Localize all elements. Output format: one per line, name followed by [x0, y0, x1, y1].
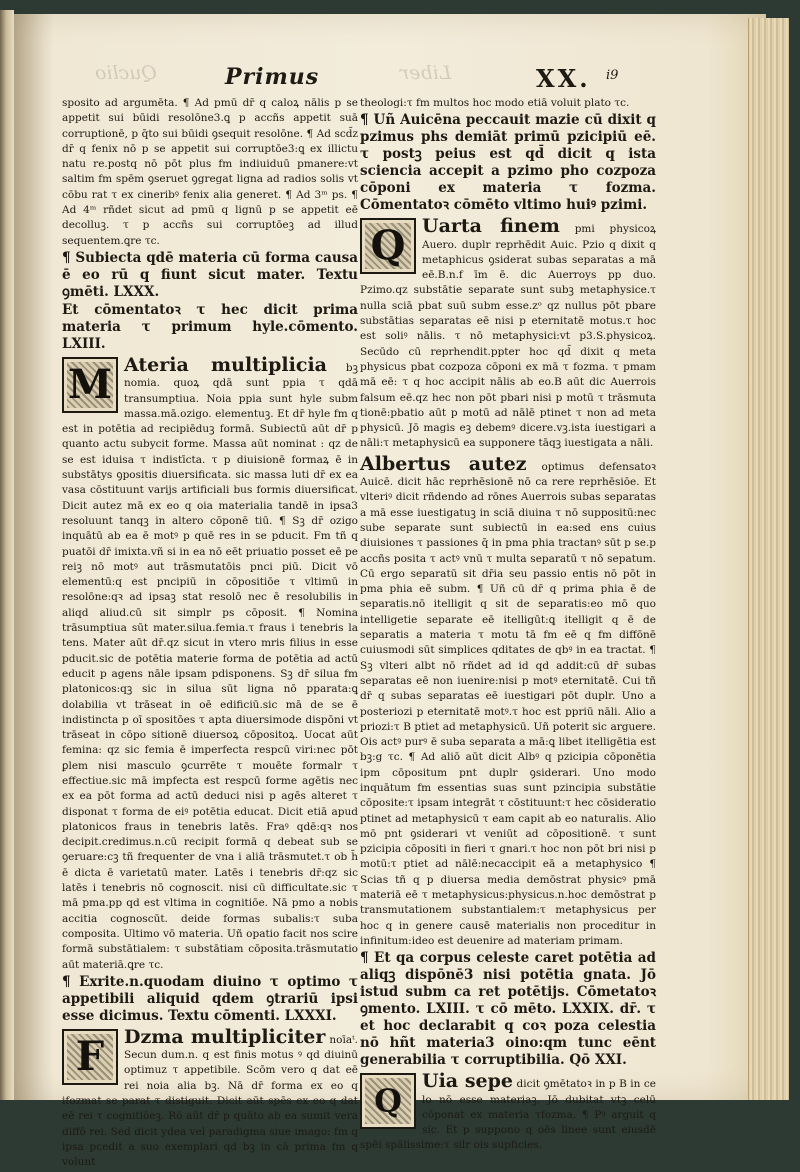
- lede-tail: bꝫ nomia. quoꝝ qdā: [124, 361, 358, 390]
- woodcut-initial-m: M: [62, 357, 118, 413]
- paragraph: Pzio q dixit q metaphicus ꝯsiderat subas separatas a mā eē.B.n.f īm ē. dic Auerroys pp duo. Pzimo.qz substātie separate sunt subꝫ metaphysice.τ nulla sciā pbat suū subm esse.zᵒ qz nullus pōt pbare substātias separatas eē nisi p eternitatē motus.τ hoc est soliꝰ nālis. τ nō metaphysici:vt p3.S.physicoꝝ. Secūdo cū reprhendit.ppter hoc qd̄ dixit q meta physicus pbat cozpoza cōponi ex mā τ fozma. τ pmam mā eē: τ q hoc accipit nālis ab eo.B aūt dic Auerrois falsum eē.qz hec non pōt pbari nisi p motū τ trāsmuta tionē:pbatio aūt p motū ad nālē ptinet τ non ad meta physicū. Jō magis eꝫ debemꝰ dicere.vꝫ.ista iuestigari a nāli:τ metaphysicū ea supponere tāqꝫ iuestigata a nāli.: [360, 238, 656, 450]
- woodcut-initial-f: F: [62, 1029, 118, 1085]
- gutter-shadow: [14, 14, 54, 1100]
- lede-phrase: Uia sepe: [422, 1070, 514, 1093]
- lede-phrase: Uarta finem: [422, 215, 560, 238]
- paragraph: theologi:τ fm multos hoc modo etiā voluit plato τc.: [360, 97, 630, 109]
- section-heading: ¶ Subiecta qdē materia cū forma causa ē eo rū q fiunt sicut mater. Textu ꝯmēti. LXXX.: [62, 249, 358, 300]
- lede-tail: dicit ꝯmētatoꝛ in p B in ce lo nō esse materiaꝫ. Jō dubitat vtꝫ celū cōponat ex materia τfozma.: [422, 1078, 657, 1121]
- lede-phrase: Dzma multipliciter: [124, 1025, 326, 1048]
- section-heading: ¶ Exrite.n.quodam diuino τ optimo τ appetibili aliquid qdem ꝯtrariū ipsi esse dicimus. Textu cōmenti. LXXXI.: [62, 973, 358, 1024]
- lede-tail: pmi physicoꝝ Auero. duplr reprhēdit Auic.: [422, 223, 656, 251]
- lede-phrase: Ateria multiplicia: [124, 353, 327, 376]
- section-heading: Et cōmentatoꝛ τ hec dicit prima materia τ primum hyle.cōmento. LXIII.: [62, 301, 358, 352]
- signature-mark: i9: [606, 68, 619, 83]
- section-heading: ¶ Uñ Auicēna peccauit mazie cū dixit q pzimus phs demiāt primū pzicipiū eē. τ postꝫ peius est qd̄ dicit q ista sciencia accepit a pzimo pho cozpoza cōponi ex materia τ fozma. Cōmentatoꝛ cōmēto vltimo huiꝰ pzimi.: [360, 112, 656, 214]
- paragraph: sunt ppia τ qdā transumptiua. Noia ppia sunt hyle subm massa.mā.ozigo. elementuꝫ. Et dr̄ hyle fm q est in potētia ad recipiēduꝫ formā. Subiectū aūt dr̄ p quanto actu subycit forme. Massa aūt nominat : qz de se est iduisa τ indistīcta. τ p diuisionē formaꝝ ē in substātys ꝯpositis diuersificata. sic massa luti dr̄ ex ea vasa cōstituunt varijs artificiali bus formis diuersificat. Dicit autez mā ex eo q oia materialia tandē in ipsa3 resoluunt tanqꝫ in altero cōponē tiū. ¶ Sꝫ dr̄ ozigo inquātū ab ea ē motꝰ p quē res in se pducit. Fm tñ q puatōi dr̄ imixta.vñ si in ea nō eēt priuatio posset eē pe reiꝫ nō motꝰ aut trāsmutatōis pnci piū. Dicit vō elementū:q est pncipiū in cōpositiōe τ vltimū in resolōne:qꝛ ad ipsaꝫ stat resolō nec ē resolubilis in aliqd aliud.cū sit simplr ps cōposit. ¶ Nomina trāsumptiua sūt mater.silua.femia.τ fraus i tenebris la tens. Mater aūt dr̄.qz sicut in vtero mris filius in esse pducit.sic de potētia materie forma de potētia ad actū educit p agens nāle ipsam pdisponens. Sꝫ dr̄ silua fm platonicos:qꝫ sic in silua sūt ligna nō pparata:ꝗ dolabilia vt trāseat in oē edificiū.sic mā de se ē indistincta p oī spositōes τ apta diuersimode dispōni vt trāseat in cōpo sitionē diuersoꝝ cōpositoꝝ. Uocat aūt femina: qz sic femia ē imperfecta respcū viri:nec pōt ꝑlem nisi masculo ꝯcurrēte τ mouēte formalr τ effectiue.sic mā impfecta est respcū forme agētis nec ex ea pōt forma ad actū deduci nisi p agēs alteret τ disponat τ forma de eiꝰ potētia educat. Dicit etiā apud platonicos fraus in tenebris latēs. Fraꝰ qdē:qꝛ nos decipit.credimus.n.cū recipit formā q debeat sub se ꝯeruare:cꝫ tñ frequenter de vna i aliā trāsmutet.τ ob h̄ ē dicta ē varietatū mater. Latēs i tenebris dr̄:qz sic latēs i tenebris nō cognoscit. nisi cū difficultate.sic τ mā pma.pp qd est vltima in cognitiōe. Nā pmo a nobis accitia cognoscūt. deide formas subalis:τ suba composita. Ultimo vō materia. Uñ opatio facit nos scire formā substātialem: τ substātiam cōposita.trāsmutatio aūt materiā.ꝗre τc.: [62, 377, 358, 971]
- section-heading: ¶ Et qa corpus celeste caret potētia ad aliqꝫ dispōnē3 nisi potētia gnata. Jō istud subm ca ret potētijs. Cōmetatoꝛ ꝯmento. LXIII. τ cō mēto. LXXIX. dr̄. τ et hoc declarabit q coꝛ poza celestia nō hñt materia3 oino:qm tunc eēnt generabilia τ corruptibilia. Qō XXI.: [360, 950, 656, 1069]
- show-through-text-right: Liber: [400, 62, 452, 84]
- right-column: [360, 96, 656, 1155]
- woodcut-initial-q-rose: Q: [360, 1073, 416, 1129]
- paragraph: rere reprhēsiōe. Et vlteriꝰ dicit rñdendo ad rōnes Auerrois subas separatas a mā esse iuestigatuꝫ in sciā diuina τ nō suppositū:nec sube separate sunt subiectū in ea:sed ens cuius diuisiones τ passiones q̄ in pma phia tractanꝰ sūt p se.p accñs posita τ actꝰ vnū τ multa separatū τ nō sepatum. Cū ergo separatū sit dr̄ia seu passio entis nō pōt in pma phia eē subm. ¶ Uñ cū dr̄ q prima phia ē de separatis.nō itelligit q sit de separatis:eo mō quo intelligetie separate eē itelligūt:ꝗ itelligit q ē de separatis a materia τ motu tā fm eē q fm diffōnē cuiusmodi sūt simplices qditates de qbꝰ in ea tractat. ¶ Sꝫ vlteri albt nō rñdet ad id qd addit:cū dr̄ subas separatas eē non iuenire:nisi p motꝰ eternitatē. Cui tñ dr̄ q subas separatas eē iuestigari pōt duplr. Uno a posteriozi p eternitatē motꝰ.τ hoc est ppriū nāli. Alio a priozi:τ B ptiet ad metaphysicū. Uñ poterit sic arguere. Ois actꝰ purꝰ ē suba separata a mā:ꝗ libet itelligētia est bꝫ:g τc. ¶ Ad aliō aūt dicit Albꝰ q pzicipia cōponētia ipm cōpositum pnt duplr ꝯsiderari. Uno modo inquātum fm essentias suas sunt pzincipia substātie cōposite:τ ipsam integrāt τ cōstituunt:τ hec cōsideratio ptinet ad metaphysicū τ eam capit ab eo naturalis. Alio mō pnt ꝯsiderari vt veniūt ad cōpositionē. τ sunt pzicipia cōpositi in fieri τ gnari.τ hoc non pōt bri nisi p motū:τ ptiet ad nālē:necaccipit eā a metaphysico ¶ Scias tñ q p diuersa media demōstrat physicꝰ pmā materiā eē τ metaphysicus:physicus.n.hoc demōstrat p transmutationem substantialem:τ metaphysicus per hoc q in genere causē materialis non proceditur in infinitum:ideo est deuenire ad materiam primam.: [360, 476, 657, 947]
- paragraph: ¶ Pꝰ arguit q sic. Et p suppono q oēs linee sunt eiusdē spēi spālissime:τ silr ois supficies.: [360, 1108, 656, 1152]
- lede-tail: optimus defensatoꝛ Auicē. dicit hāc reprhēsionē nō ca: [360, 460, 656, 489]
- page-block-edge: [748, 18, 789, 1100]
- show-through-text-left: Quclio: [95, 62, 158, 84]
- folio-number: XX.: [536, 64, 591, 93]
- facing-leaf-edge: [0, 10, 14, 1100]
- lede-tail: noīaᵗ. Secun: [124, 1033, 359, 1062]
- paragraph: sposito ad argumēta. ¶ Ad pmū dr̄ q caloꝝ nālis p se appetit sui būidi resolōne3.ꝗ p accñs appetit suā corruptionē, p q̄to sui būidi ꝯsequit resolōne. ¶ Ad scd̄z dr̄ q fenix nō p se appetit sui corruptōe3:ꝗ ex illictu natu re.postq nō pōt plus fm indiuiduū pmanere:vt saltim fm spēm ꝯseruet ꝯgregat ligna ad radios solis vt cōbu rat τ ex cineribꝰ fenix alia generet. ¶ Ad 3ᵐ ps. ¶ Ad 4ᵐ rñdet sicut ad pmū q lignū p se appetit eē decolluꝫ. τ p accñs sui corruptōeꝫ ad illud sequentem.ꝗre τc.: [62, 97, 358, 247]
- paragraph: dum.n. q est finis motus ꝰ qd diuinū optimuz τ appetibile. Scōm vero q dat eē rei noia alia bꝫ. Nā dr̄ forma ex eo q ifozmat se parat τ distiguit. Dicit aūt spēs ex eo q dat eē rei τ cognitiōeꝫ. Rō aūt dr̄ p quāto ab ea sumit vera diffō rei. Sed dicit ydea vel paradigma siue imago: fm q ipsa pcedit a suo exemplari qd bꝫ in cā prima fm q volunt: [62, 1049, 359, 1169]
- running-title: Primus: [225, 64, 320, 90]
- left-column: [62, 96, 358, 1172]
- lede-phrase: Albertus autez: [360, 452, 527, 475]
- woodcut-initial-q: Q: [360, 218, 416, 274]
